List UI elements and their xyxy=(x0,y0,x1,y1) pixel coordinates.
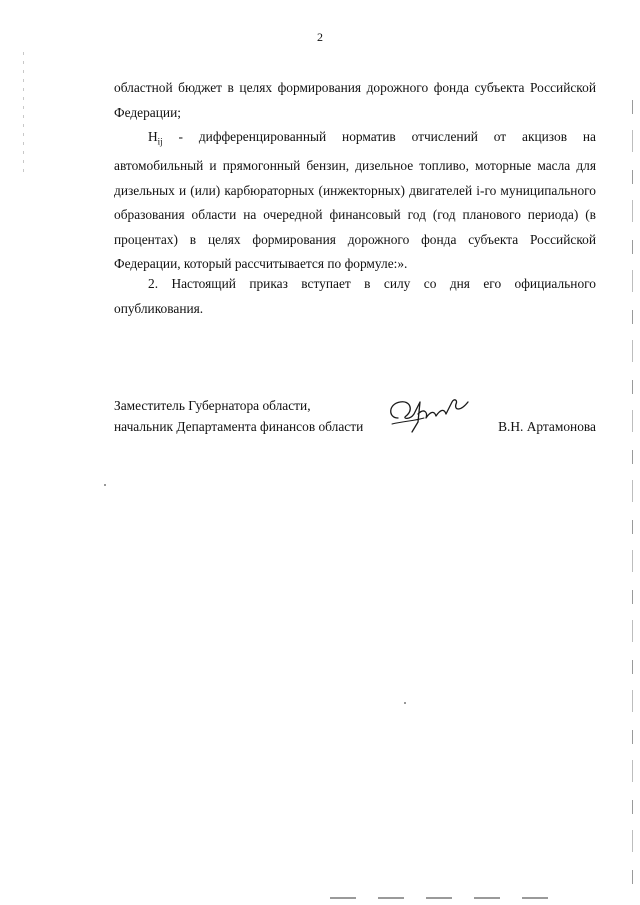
handwritten-signature xyxy=(384,388,476,438)
paragraph-definition xyxy=(114,125,596,277)
paragraph-text: областной бюджет в целях формирования дорожного фонда субъекта Российской Федерации; xyxy=(114,80,596,120)
definition-body: - дифференцированный норматив отчислений от акцизов на автомобильный и прямогонный бензин, дизельное топливо, моторные масла для дизельных и (или) карбюраторных (инжекторных) двигателей i-го муниципального образования области на очередной финансовый год (год планового периода) (в процентах) в целях формирования дорожного фонда субъекта Российской Федерации, который рассчитывается по формуле:». xyxy=(114,129,596,272)
definition-text xyxy=(114,125,596,277)
signatory-position-line1: Заместитель Губернатора области, xyxy=(114,398,311,413)
paragraph-text: 2. Настоящий приказ вступает в силу со дня его официального опубликования. xyxy=(114,276,596,316)
scan-artifact-right xyxy=(632,100,633,890)
signatory-position-line2: начальник Департамента финансов области xyxy=(114,419,364,434)
signatory-name: В.Н. Артамонова xyxy=(498,419,596,434)
scan-artifact-bottom xyxy=(330,897,550,899)
paragraph-continuation xyxy=(114,76,596,125)
formula-symbol: Н xyxy=(148,129,158,144)
scan-artifact-left xyxy=(23,52,24,172)
page-number: 2 xyxy=(317,30,323,44)
formula-subscript: ij xyxy=(157,136,163,147)
paragraph-effective-date xyxy=(114,272,596,321)
scan-speck xyxy=(104,484,106,486)
scan-speck xyxy=(404,702,406,704)
